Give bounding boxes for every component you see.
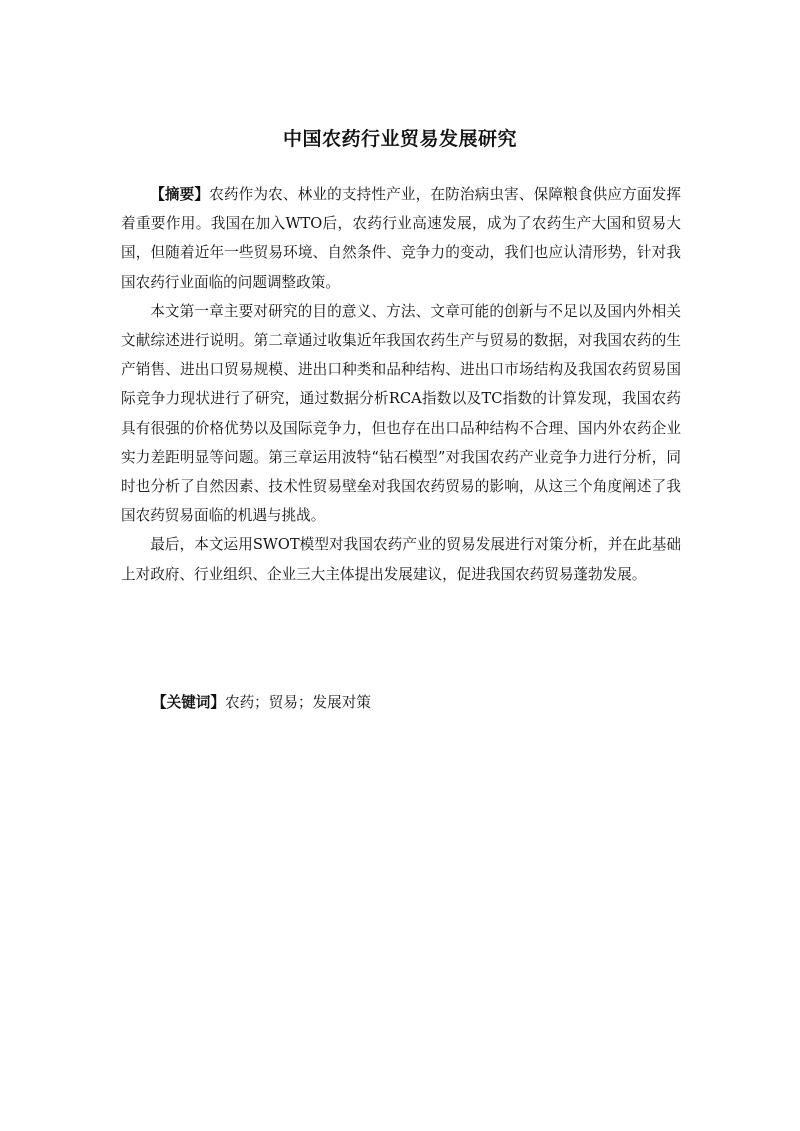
keywords-line bbox=[152, 688, 692, 717]
abstract-paragraph-2: 本文第一章主要对研究的目的意义、方法、文章可能的创新与不足以及国内外相关文献综述进行说明。第二章通过收集近年我国农药生产与贸易的数据，对我国农药的生产销售、进出口贸易规模、进出口种类和品种结构、进出口市场结构及我国农药贸易国际竞争力现状进行了研究，通过数据分析RCA指数以及TC指数的计算发现，我国农药具有很强的价格优势以及国际竞争力，但也存在出口品种结构不合理、国内外农药企业实力差距明显等问题。第三章运用波特“钻石模型”对我国农药产业竞争力进行分析，同时也分析了自然因素、技术性贸易壁垒对我国农药贸易的影响，从这三个角度阐述了我国农药贸易面临的机遇与挑战。 bbox=[121, 302, 681, 525]
abstract-paragraph-3: 最后，本文运用SWOT模型对我国农药产业的贸易发展进行对策分析，并在此基础上对政府、行业组织、企业三大主体提出发展建议，促进我国农药贸易蓬勃发展。 bbox=[121, 536, 681, 583]
paper-title: 中国农药行业贸易发展研究 bbox=[282, 128, 517, 150]
keywords-value: 农药；贸易；发展对策 bbox=[224, 694, 371, 711]
abstract-paragraph-1 bbox=[121, 180, 681, 297]
abstract-paragraph-1-text: 农药作为农、林业的支持性产业，在防治病虫害、保障粮食供应方面发挥着重要作用。我国在加入WTO后，农药行业高速发展，成为了农药生产大国和贸易大国，但随着近年一些贸易环境、自然条件、竞争力的变动，我们也应认清形势，针对我国农药行业面临的问题调整政策。 bbox=[121, 186, 681, 291]
keywords-label: 【关键词】 bbox=[152, 694, 225, 711]
abstract-label: 【摘要】 bbox=[150, 186, 210, 203]
abstract-section bbox=[121, 180, 681, 589]
